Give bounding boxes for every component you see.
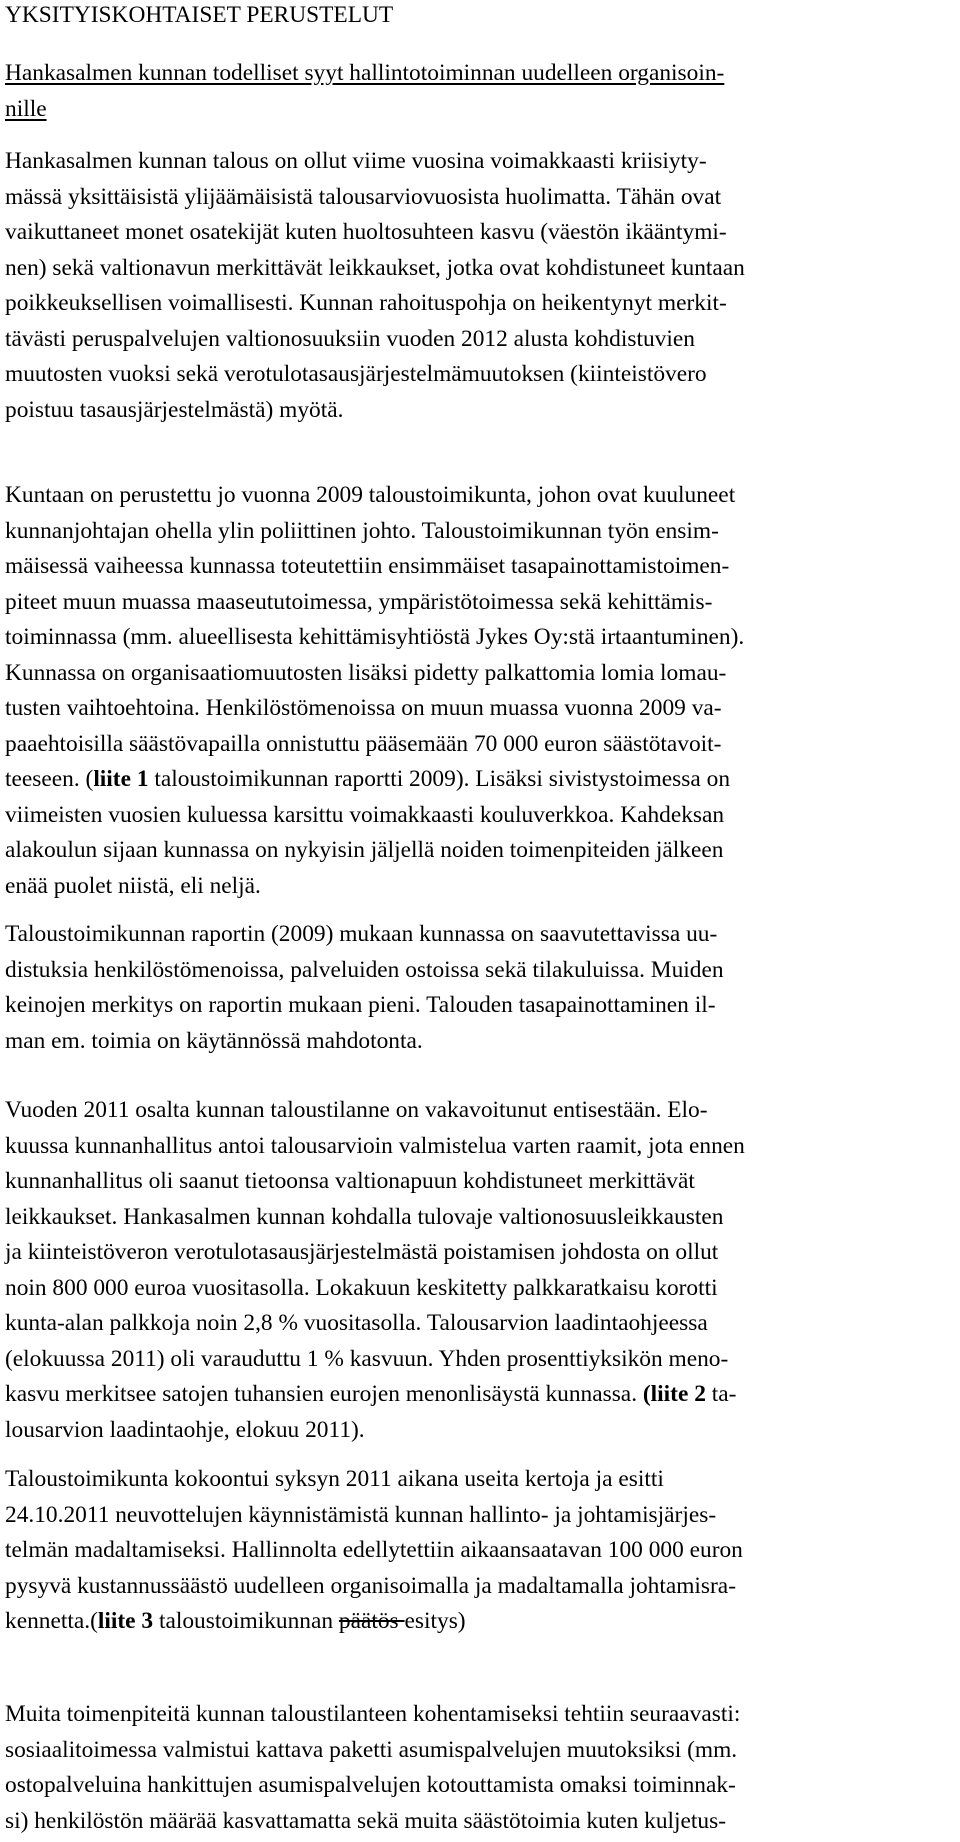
text-line: poikkeuksellisen voimallisesti. Kunnan rahoituspohja on heikentynyt merkit- xyxy=(5,290,727,316)
text-line: kunnanjohtajan ohella ylin poliittinen johto. Taloustoimikunnan työn ensim- xyxy=(5,517,719,544)
text-line: noin 800 000 euroa vuositasolla. Lokakuun keskitetty palkkaratkaisu korotti xyxy=(5,1274,718,1301)
paragraph-3 xyxy=(5,917,724,1059)
text-line: kunta-alan palkkoja noin 2,8 % vuositasolla. Talousarvion laadintaohjeessa xyxy=(5,1310,708,1336)
paragraph-6 xyxy=(5,1697,740,1839)
text-line: sosiaalitoimessa valmistui kattava paketti asumispalvelujen muutoksiksi (mm. xyxy=(5,1736,738,1763)
paragraph-2 xyxy=(5,478,744,904)
section-heading: YKSITYISKOHTAISET PERUSTELUT xyxy=(5,2,394,28)
text-line: Hankasalmen kunnan talous on ollut viime vuosina voimakkaasti kriisiyty- xyxy=(5,148,707,174)
text-line: Taloustoimikunnan raportin (2009) mukaan kunnassa on saavutettavissa uu- xyxy=(5,921,718,947)
text-line: nen) sekä valtionavun merkittävät leikkaukset, jotka ovat kohdistuneet kuntaan xyxy=(5,254,745,281)
text-line: enää puolet niistä, eli neljä. xyxy=(5,872,261,899)
text-fragment: teeseen. ( xyxy=(5,766,94,792)
appendix-reference: liite 3 xyxy=(97,1608,154,1634)
text-line: ja kiinteistöveron verotulotasausjärjestelmästä poistamisen johdosta on ollut xyxy=(5,1239,719,1265)
text-line: lousarvion laadintaohje, elokuu 2011). xyxy=(5,1416,365,1443)
text-line: alakoulun sijaan kunnassa on nykyisin jäljellä noiden toimenpiteiden jälkeen xyxy=(5,837,724,863)
text-line: paaehtoisilla säästövapailla onnistuttu pääsemään 70 000 euron säästötavoit- xyxy=(5,730,722,757)
text-line: Taloustoimikunta kokoontui syksyn 2011 aikana useita kertoja ja esitti xyxy=(5,1466,664,1492)
subheading xyxy=(5,56,724,127)
paragraph-1 xyxy=(5,144,745,428)
text-line: mässä yksittäisistä ylijäämäisistä talousarviovuosista huolimatta. Tähän ovat xyxy=(5,183,722,210)
text-line: viimeisten vuosien kuluessa karsittu voimakkaasti kouluverkkoa. Kahdeksan xyxy=(5,801,725,828)
subheading-line: Hankasalmen kunnan todelliset syyt hallintotoiminnan uudelleen organisoin- xyxy=(5,60,725,86)
text-line: ostopalveluina hankittujen asumispalvelujen kotouttamista omaksi toiminnak- xyxy=(5,1772,736,1798)
text-line: mäisessä vaiheessa kunnassa toteutettiin ensimmäiset tasapainottamistoimen- xyxy=(5,553,730,579)
text-line: distuksia henkilöstömenoissa, palveluiden ostoissa sekä tilakuluissa. Muiden xyxy=(5,956,724,983)
text-fragment: kasvu merkitsee satojen tuhansien eurojen menonlisäystä kunnassa. xyxy=(5,1381,643,1407)
text-line: Kunnassa on organisaatiomuutosten lisäksi pidetty palkattomia lomia lomau- xyxy=(5,659,727,686)
text-line: si) henkilöstön määrää kasvattamatta sekä muita säästötoimia kuten kuljetus- xyxy=(5,1807,727,1834)
text-line: Kuntaan on perustettu jo vuonna 2009 taloustoimikunta, johon ovat kuuluneet xyxy=(5,482,736,508)
text-line: pysyvä kustannussäästö uudelleen organisoimalla ja madaltamalla johtamisra- xyxy=(5,1572,736,1599)
text-fragment: esitys) xyxy=(404,1608,466,1634)
text-line: poistuu tasausjärjestelmästä) myötä. xyxy=(5,396,344,423)
text-line: tävästi peruspalvelujen valtionosuuksiin vuoden 2012 alusta kohdistuvien xyxy=(5,325,695,352)
text-line: keinojen merkitys on raportin mukaan pieni. Talouden tasapainottaminen il- xyxy=(5,992,716,1018)
text-line: 24.10.2011 neuvottelujen käynnistämistä kunnan hallinto- ja johtamisjärjes- xyxy=(5,1501,717,1528)
text-fragment: kennetta.( xyxy=(5,1608,98,1634)
text-line: kuussa kunnanhallitus antoi talousarvioin valmistelua varten raamit, jota ennen xyxy=(5,1132,745,1159)
text-line: telmän madaltamiseksi. Hallinnolta edellytettiin aikaansaatavan 100 000 euron xyxy=(5,1537,743,1563)
text-line: piteet muun muassa maaseututoimessa, ympäristötoimessa sekä kehittämis- xyxy=(5,588,713,615)
text-line-with-reference xyxy=(5,1604,743,1640)
appendix-reference: liite 1 xyxy=(93,766,149,792)
text-fragment: taloustoimikunnan xyxy=(153,1608,339,1634)
text-line: man em. toimia on käytännössä mahdotonta. xyxy=(5,1027,423,1054)
subheading-line: nille xyxy=(5,95,47,122)
text-line-with-reference xyxy=(5,1377,745,1413)
paragraph-4 xyxy=(5,1093,745,1448)
text-line: Vuoden 2011 osalta kunnan taloustilanne on vakavoitunut entisestään. Elo- xyxy=(5,1097,708,1123)
struck-out-word: päätös xyxy=(338,1608,405,1634)
text-line: Muita toimenpiteitä kunnan taloustilanteen kohentamiseksi tehtiin seuraavasti: xyxy=(5,1701,741,1727)
text-line: (elokuussa 2011) oli varauduttu 1 % kasvuun. Yhden prosenttiyksikön meno- xyxy=(5,1345,729,1372)
text-line: toiminnassa (mm. alueellisesta kehittämisyhtiöstä Jykes Oy:stä irtaantuminen). xyxy=(5,624,745,650)
text-fragment: taloustoimikunnan raportti 2009). Lisäksi sivistystoimessa on xyxy=(148,766,731,792)
text-line: vaikuttaneet monet osatekijät kuten huoltosuhteen kasvu (väestön ikääntymi- xyxy=(5,219,727,245)
text-line: kunnanhallitus oli saanut tietoonsa valtionapuun kohdistuneet merkittävät xyxy=(5,1168,695,1194)
text-line: muutosten vuoksi sekä verotulotasausjärjestelmämuutoksen (kiinteistövero xyxy=(5,361,707,387)
appendix-reference: (liite 2 xyxy=(642,1381,706,1407)
paragraph-5 xyxy=(5,1462,743,1640)
text-line: tusten vaihtoehtoina. Henkilöstömenoissa on muun muassa vuonna 2009 va- xyxy=(5,695,722,721)
text-line-with-reference xyxy=(5,762,744,798)
text-line: leikkaukset. Hankasalmen kunnan kohdalla tulovaje valtionosuusleikkausten xyxy=(5,1203,724,1230)
text-fragment: ta- xyxy=(705,1381,737,1407)
